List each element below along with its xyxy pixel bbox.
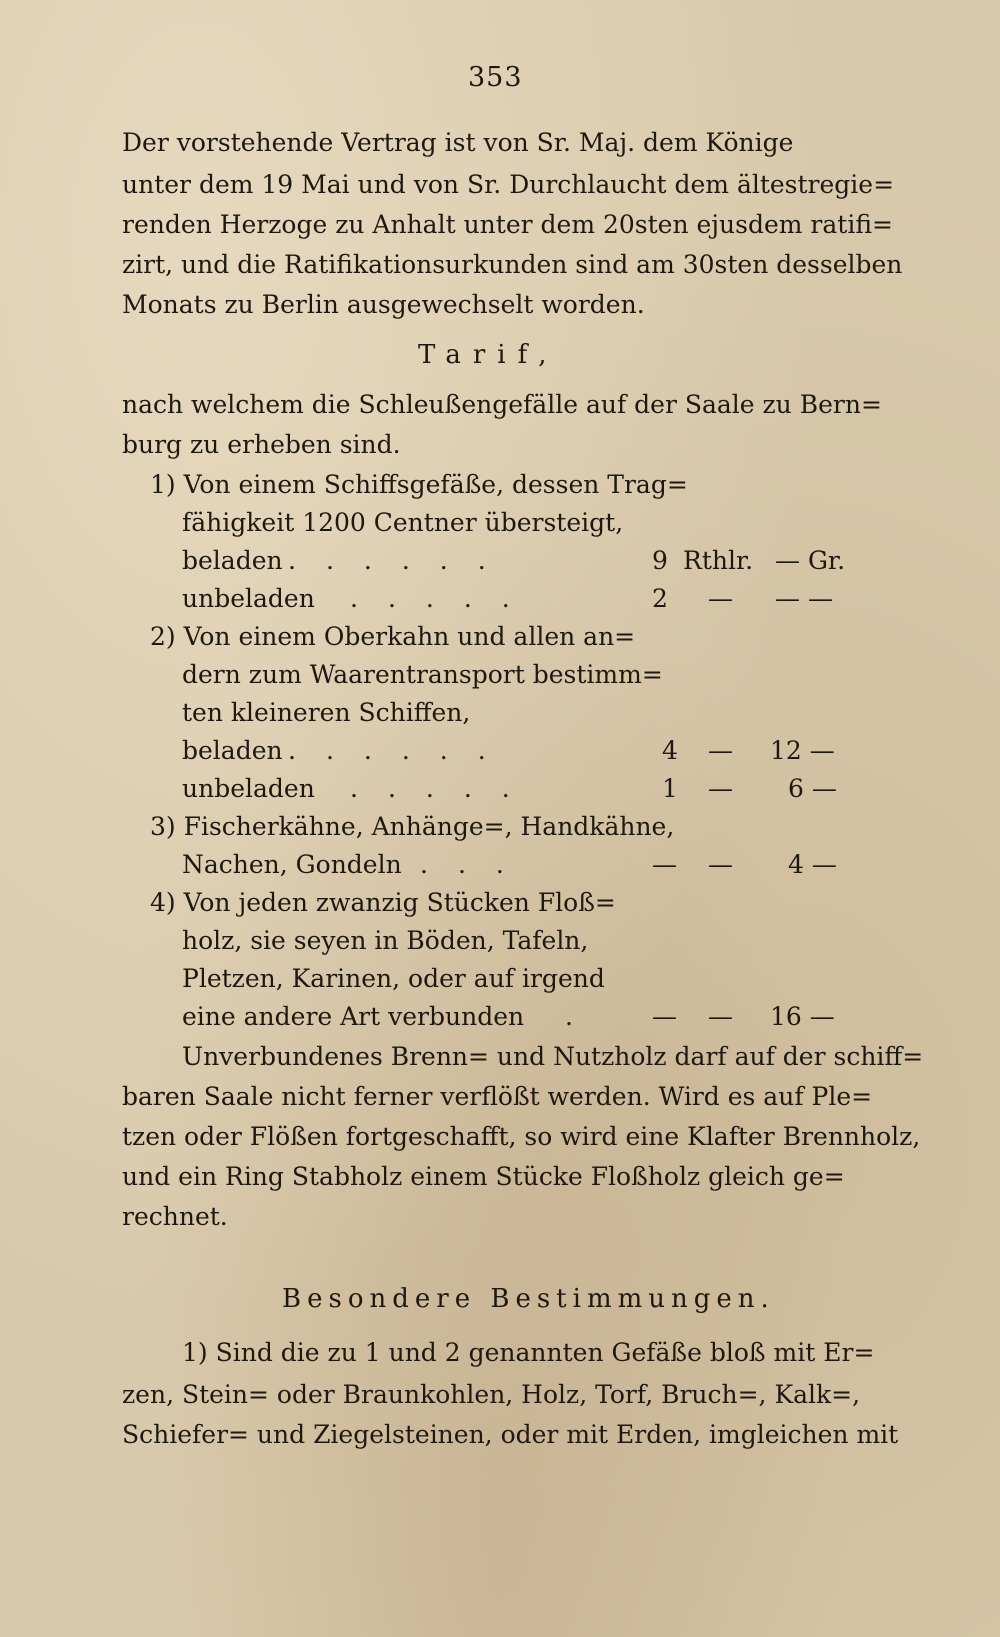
tariff-row-label: unbeladen <box>182 584 315 613</box>
amount-gr: 4 — <box>788 850 837 879</box>
provision-line: zen, Stein= oder Braunkohlen, Holz, Torf, Bruch=, Kalk=, <box>122 1380 861 1409</box>
intro-line: renden Herzoge zu Anhalt unter dem 20sten ejusdem ratifi= <box>122 210 893 239</box>
leader-dots: . <box>565 1002 603 1031</box>
intro-line: unter dem 19 Mai und von Sr. Durchlaucht dem ältestregie= <box>122 170 895 199</box>
tariff-item-line: ten kleineren Schiffen, <box>182 698 471 727</box>
tariff-row-label: Nachen, Gondeln <box>182 850 402 879</box>
tariff-item-line: Pletzen, Karinen, oder auf irgend <box>182 964 605 993</box>
amount-gr: — — <box>775 584 833 613</box>
intro-line: zirt, und die Ratifikationsurkunden sind am 30sten desselben <box>122 250 903 279</box>
amount-unit: Rthlr. <box>683 546 754 575</box>
tariff-item: 4) Von jeden zwanzig Stücken Floß= <box>150 888 616 917</box>
tarif-subtitle-line: burg zu erheben sind. <box>122 430 401 459</box>
note-line: baren Saale nicht ferner verflößt werden. Wird es auf Ple= <box>122 1082 873 1111</box>
tariff-item-line: fähigkeit 1200 Centner übersteigt, <box>182 508 624 537</box>
leader-dots: ...... <box>288 736 516 765</box>
tariff-item: 1) Von einem Schiffsgefäße, dessen Trag= <box>150 470 688 499</box>
leader-dots: ... <box>420 850 534 879</box>
note-line: tzen oder Flößen fortgeschafft, so wird eine Klafter Brennholz, <box>122 1122 921 1151</box>
amount-gr: 6 — <box>788 774 837 803</box>
amount-rthlr: — <box>652 1002 677 1031</box>
amount-unit: — <box>708 1002 733 1031</box>
leader-dots: ..... <box>350 774 540 803</box>
note-line: rechnet. <box>122 1202 228 1231</box>
amount-rthlr: 4 <box>662 736 678 765</box>
tariff-item: 3) Fischerkähne, Anhänge=, Handkähne, <box>150 812 675 841</box>
intro-line: Der vorstehende Vertrag ist von Sr. Maj. dem Könige <box>122 128 794 157</box>
note-line: Unverbundenes Brenn= und Nutzholz darf auf der schiff= <box>182 1042 924 1071</box>
tarif-subtitle-line: nach welchem die Schleußengefälle auf der Saale zu Bern= <box>122 390 882 419</box>
amount-unit: — <box>708 736 733 765</box>
tariff-row-label: unbeladen <box>182 774 315 803</box>
intro-line: Monats zu Berlin ausgewechselt worden. <box>122 290 645 319</box>
amount-unit: — <box>708 584 733 613</box>
amount-gr: 12 — <box>770 736 835 765</box>
tariff-row-label: eine andere Art verbunden <box>182 1002 525 1031</box>
tariff-item-line: dern zum Waarentransport bestimm= <box>182 660 663 689</box>
amount-rthlr: 2 <box>652 584 668 613</box>
amount-rthlr: 9 <box>652 546 668 575</box>
tariff-row-label: beladen <box>182 546 283 575</box>
leader-dots: ..... <box>350 584 540 613</box>
section-title: Besondere Bestimmungen. <box>282 1284 775 1314</box>
page-number: 353 <box>468 62 523 93</box>
tariff-item-line: holz, sie seyen in Böden, Tafeln, <box>182 926 589 955</box>
provision-line: Schiefer= und Ziegelsteinen, oder mit Erden, imgleichen mit <box>122 1420 899 1449</box>
tariff-item: 2) Von einem Oberkahn und allen an= <box>150 622 636 651</box>
note-line: und ein Ring Stabholz einem Stücke Floßholz gleich ge= <box>122 1162 845 1191</box>
amount-gr: — Gr. <box>775 546 846 575</box>
amount-gr: 16 — <box>770 1002 835 1031</box>
provision-line: 1) Sind die zu 1 und 2 genannten Gefäße bloß mit Er= <box>182 1338 875 1367</box>
amount-unit: — <box>708 774 733 803</box>
tariff-row-label: beladen <box>182 736 283 765</box>
leader-dots: ...... <box>288 546 516 575</box>
amount-rthlr: 1 <box>662 774 678 803</box>
amount-unit: — <box>708 850 733 879</box>
tarif-title: Tarif, <box>418 340 559 370</box>
amount-rthlr: — <box>652 850 677 879</box>
